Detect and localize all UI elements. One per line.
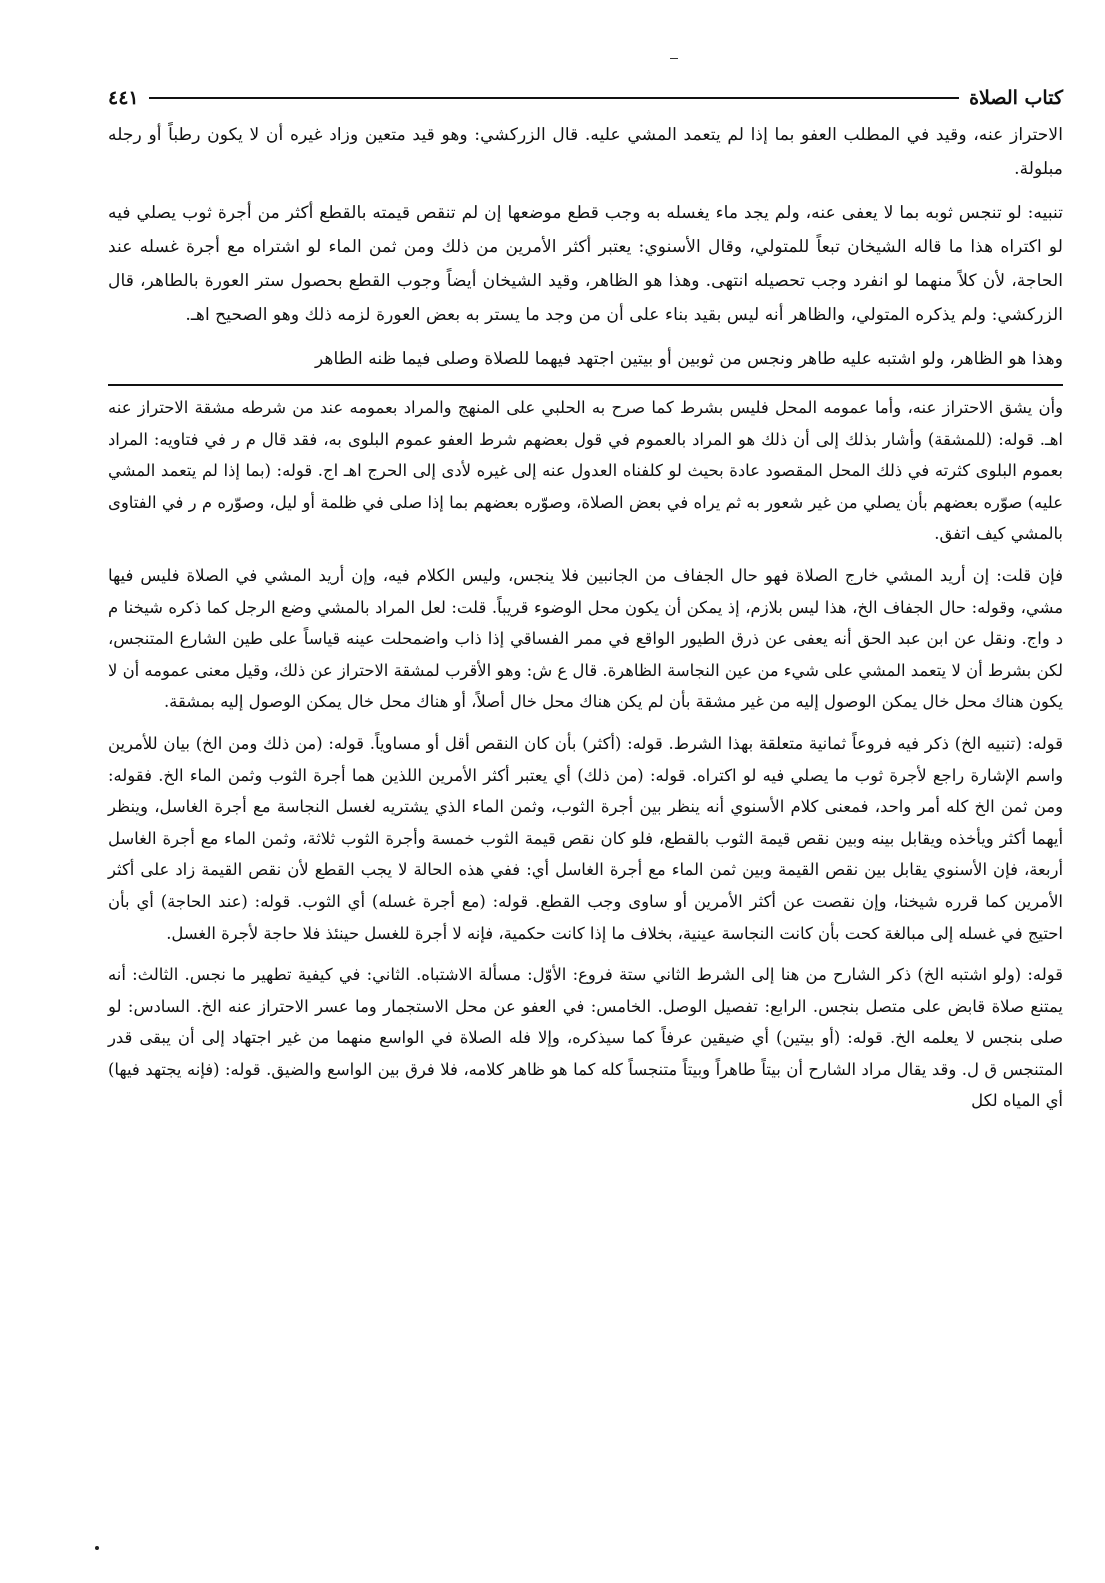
book-page — [108, 78, 1063, 1117]
commentary-paragraph: فإن قلت: إن أريد المشي خارج الصلاة فهو حال الجفاف من الجانبين فلا ينجس، وليس الكلام فيه، وإن أريد المشي في الصلاة فليس فيها مشي، وقوله: حال الجفاف الخ، هذا ليس بلازم، إذ يمكن أن يكون محل الوضوء قريباً. قلت: لعل المراد بالمشي وضع الرجل كما ذكره شيخنا م د واج. ونقل عن ابن عبد الحق أنه يعفى عن ذرق الطيور الواقع في ممر الفساقي إذا ذاب واضمحلت عينه قياساً على طين الشارع المتنجس، لكن بشرط أن لا يتعمد المشي على شيء من عين النجاسة الظاهرة. قال ع ش: وهو الأقرب لمشقة الاحتراز عن ذلك، وقيل معنى عمومه أن لا يكون هناك محل خال يمكن الوصول إليه من غير مشقة بأن لم يكن هناك محل خال أصلاً، أو هناك محل خال يمكن الوصول إليه بمشقة. — [108, 565, 1063, 712]
commentary-paragraph: وأن يشق الاحتراز عنه، وأما عمومه المحل فليس بشرط كما صرح به الحلبي على المنهج والمراد بعمومه عند من شرطه مشقة الاحتراز عنه اهـ. قوله: (للمشقة) وأشار بذلك إلى أن ذلك هو المراد بالعموم في قول بعضهم شرط العفو عموم البلوى به، فقد قال م ر في فتاويه: المراد بعموم البلوى كثرته في ذلك المحل المقصود عادة بحيث لو كلفناه العدول عنه إلى غيره لأدى إلى الحرج اهـ اج. قوله: (بما إذا لم يتعمد المشي عليه) صوّره بعضهم بأن يصلي من غير شعور به ثم يراه في بعض الصلاة، وصوّره بعضهم بما إذا صلى في ظلمة أو ليل، وصوّره م ر في الفتاوى بالمشي كيف اتفق. — [108, 398, 1063, 544]
commentary-text — [108, 392, 1063, 1117]
bottom-margin-dot — [95, 1546, 99, 1550]
commentary-paragraph: قوله: (ولو اشتبه الخ) ذكر الشارح من هنا إلى الشرط الثاني ستة فروع: الأوّل: مسألة الاشتباه. الثاني: في كيفية تطهير ما نجس. الثالث: أنه يمتنع صلاة قابض على متصل بنجس. الرابع: تفصيل الوصل. الخامس: في العفو عن محل الاستجمار وما عسر الاحتراز عنه الخ. السادس: لو صلى بنجس لا يعلمه الخ. قوله: (أو بيتين) أي ضيقين عرفاً كما سيذكره، وإلا فله الصلاة في الواسع منهما من غير اجتهاد إلى أن يبقى قدر المتنجس ق ل. وقد يقال مراد الشارح أن بيتاً طاهراً وبيتاً متنجساً كله كما هو ظاهر كلامه، فلا فرق بين الواسع والضيق. قوله: (فإنه يجتهد فيها) أي المياه لكل — [108, 965, 1063, 1111]
commentary-divider — [108, 384, 1063, 386]
top-margin-mark — [670, 58, 678, 59]
commentary-paragraph: قوله: (تنبيه الخ) ذكر فيه فروعاً ثمانية متعلقة بهذا الشرط. قوله: (أكثر) بأن كان النقص أقل أو مساوياً. قوله: (من ذلك ومن الخ) بيان للأمرين واسم الإشارة راجع لأجرة ثوب ما يصلي فيه لو اكتراه. قوله: (من ذلك) أي يعتبر أكثر الأمرين اللذين هما أجرة الثوب وثمن الماء الخ. فقوله: ومن ثمن الخ كله أمر واحد، فمعنى كلام الأسنوي أنه ينظر بين أجرة الثوب، وثمن الماء الذي يشتريه لغسل النجاسة مع أجرة الغاسل، وينظر أيهما أكثر ويأخذه ويقابل بينه وبين نقص قيمة الثوب بالقطع، فلو كان نقص قيمة الثوب خمسة وأجرة الثوب ثلاثة، وثمن الماء مع أجرة الغاسل أربعة، فإن الأسنوي يقابل بين نقص القيمة وبين ثمن الماء مع أجرة الغاسل أي: ففي هذه الحالة لا يجب القطع لأن نقص القيمة زاد على أكثر الأمرين كما قرره شيخنا، وإن نقصت عن أكثر الأمرين أو ساوى وجب القطع. قوله: (مع أجرة غسله) أي الثوب. قوله: (عند الحاجة) أي بأن احتيج في غسله إلى مبالغة كحت بأن كانت النجاسة عينية، بخلاف ما إذا كانت حكمية، فإنه لا أجرة للغسل حينئذ فلا حاجة لأجرة الغسل. — [108, 733, 1063, 943]
running-header — [108, 78, 1063, 118]
page-number: ٤٤١ — [108, 87, 139, 109]
main-paragraph: الاحتراز عنه، وقيد في المطلب العفو بما إذا لم يتعمد المشي عليه. قال الزركشي: وهو قيد متعين وزاد غيره أن لا يكون رطباً أو رجله مبلولة. — [108, 125, 1063, 179]
main-paragraph: تنبيه: لو تنجس ثوبه بما لا يعفى عنه، ولم يجد ماء يغسله به وجب قطع موضعها إن لم تنقص قيمته بالقطع أكثر من أجرة ثوب يصلي فيه لو اكتراه هذا ما قاله الشيخان تبعاً للمتولي، وقال الأسنوي: يعتبر أكثر الأمرين من ذلك ومن ثمن الماء لو اشتراه مع أجرة غسله عند الحاجة، لأن كلاً منهما لو انفرد وجب تحصيله انتهى. وهذا هو الظاهر، وقيد الشيخان أيضاً وجوب القطع بحصول ستر العورة بالطاهر، قال الزركشي: ولم يذكره المتولي، والظاهر أنه ليس بقيد بناء على أن من وجد ما يستر به بعض العورة لزمه ذلك وهو الصحيح اهـ. — [108, 203, 1063, 325]
chapter-title: كتاب الصلاة — [969, 87, 1063, 109]
header-rule — [149, 97, 959, 99]
main-paragraph: وهذا هو الظاهر، ولو اشتبه عليه طاهر ونجس من ثوبين أو بيتين اجتهد فيهما للصلاة وصلى فيما ظنه الطاهر — [314, 349, 1063, 369]
main-text — [108, 118, 1063, 376]
